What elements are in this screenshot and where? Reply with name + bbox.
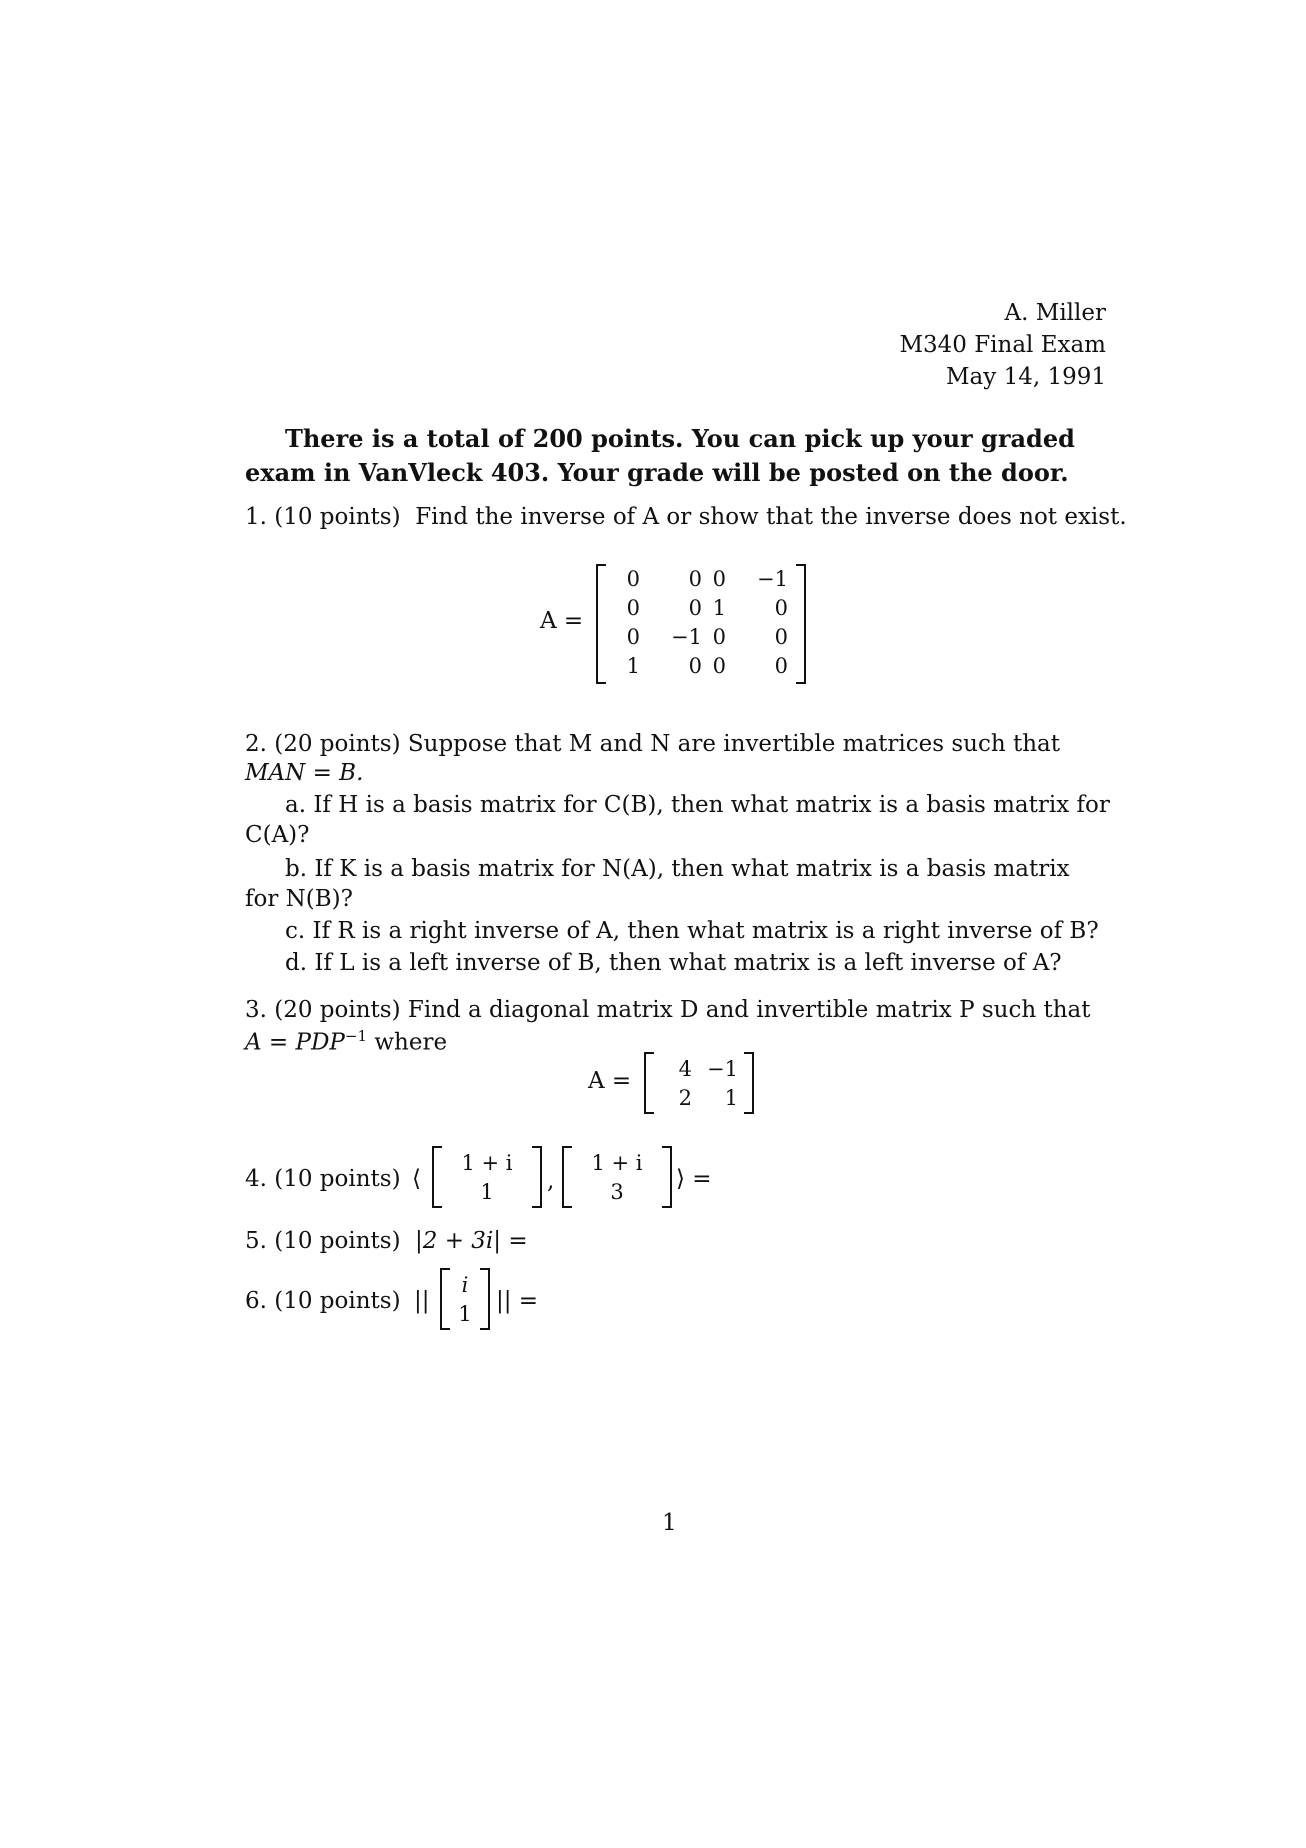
- q2-part-a-line-2: C(A)?: [245, 822, 310, 848]
- q6-close-equals: || =: [496, 1288, 539, 1314]
- matrix-cell: i: [461, 1273, 469, 1297]
- matrix-cell: 0: [774, 654, 788, 678]
- course-title: M340 Final Exam: [899, 332, 1106, 358]
- q6-vector: [440, 1268, 490, 1330]
- q4-vector-2: [562, 1146, 672, 1208]
- q2-line-2: MAN = B.: [245, 760, 364, 786]
- q3-matrix-name: A =: [588, 1068, 632, 1094]
- q3-line-1: 3. (20 points) Find a diagonal matrix D and invertible matrix P such that: [245, 997, 1091, 1023]
- matrix-cell: 1 + i: [591, 1151, 643, 1175]
- matrix-cell: 1: [480, 1180, 494, 1204]
- matrix-cell: 4: [678, 1057, 692, 1081]
- matrix-cell: −1: [707, 1057, 738, 1081]
- q1-label: 1. (10 points): [245, 504, 401, 530]
- matrix-cell: 2: [678, 1086, 692, 1110]
- matrix-cell: 0: [688, 567, 702, 591]
- page-number: 1: [662, 1510, 677, 1536]
- q3-matrix: [644, 1052, 754, 1114]
- bracket-right: [744, 1052, 754, 1114]
- bracket-left: [596, 564, 606, 684]
- matrix-cell: 0: [626, 625, 640, 649]
- matrix-cell: 0: [712, 625, 726, 649]
- q4-close-equals: ⟩ =: [676, 1166, 712, 1192]
- matrix-cell: −1: [671, 625, 702, 649]
- matrix-cell: 0: [688, 596, 702, 620]
- q4-vector-1: [432, 1146, 542, 1208]
- matrix-cell: 0: [774, 625, 788, 649]
- q2-part-b-line-1: b. If K is a basis matrix for N(A), then what matrix is a basis matrix: [285, 856, 1070, 882]
- q5-expression: |2 + 3i| =: [415, 1228, 528, 1254]
- q5-label: 5. (10 points): [245, 1228, 401, 1254]
- q2-part-b-line-2: for N(B)?: [245, 886, 353, 912]
- q4-label: 4. (10 points): [245, 1166, 401, 1192]
- q4-open-angle: ⟨: [412, 1166, 421, 1192]
- q3-equation: A = PDP: [245, 1029, 345, 1056]
- q6-label: 6. (10 points): [245, 1288, 401, 1314]
- matrix-cell: 1: [626, 654, 640, 678]
- q3-superscript: −1: [344, 1027, 368, 1045]
- matrix-cell: 0: [774, 596, 788, 620]
- intro-line-1: There is a total of 200 points. You can pick up your graded: [285, 424, 1075, 453]
- q1-text: Find the inverse of A or show that the inverse does not exist.: [415, 504, 1127, 530]
- intro-line-2: exam in VanVleck 403. Your grade will be posted on the door.: [245, 458, 1069, 487]
- q6-open-norm: ||: [414, 1288, 430, 1314]
- matrix-cell: 0: [712, 567, 726, 591]
- author-name: A. Miller: [1004, 300, 1106, 326]
- q1-matrix-name: A =: [540, 608, 584, 634]
- matrix-cell: 0: [626, 596, 640, 620]
- bracket-left: [644, 1052, 654, 1114]
- matrix-cell: 1 + i: [461, 1151, 513, 1175]
- matrix-cell: 0: [712, 654, 726, 678]
- bracket-right: [796, 564, 806, 684]
- q3-where: where: [367, 1029, 448, 1056]
- exam-date: May 14, 1991: [946, 364, 1106, 390]
- q2-part-a-line-1: a. If H is a basis matrix for C(B), then what matrix is a basis matrix for: [285, 792, 1110, 818]
- q2-line-1: 2. (20 points) Suppose that M and N are invertible matrices such that: [245, 731, 1060, 757]
- matrix-cell: 1: [724, 1086, 738, 1110]
- matrix-cell: 0: [688, 654, 702, 678]
- matrix-cell: −1: [757, 567, 788, 591]
- q3-line-2: [245, 1029, 447, 1055]
- q2-part-c: c. If R is a right inverse of A, then what matrix is a right inverse of B?: [285, 918, 1099, 944]
- q2-part-d: d. If L is a left inverse of B, then what matrix is a left inverse of A?: [285, 950, 1062, 976]
- matrix-cell: 0: [626, 567, 640, 591]
- matrix-cell: 1: [712, 596, 726, 620]
- q4-comma: ,: [547, 1168, 555, 1194]
- q1-statement: [245, 506, 1127, 529]
- matrix-cell: 1: [458, 1302, 472, 1326]
- matrix-cell: 3: [610, 1180, 624, 1204]
- q1-matrix: [596, 564, 806, 684]
